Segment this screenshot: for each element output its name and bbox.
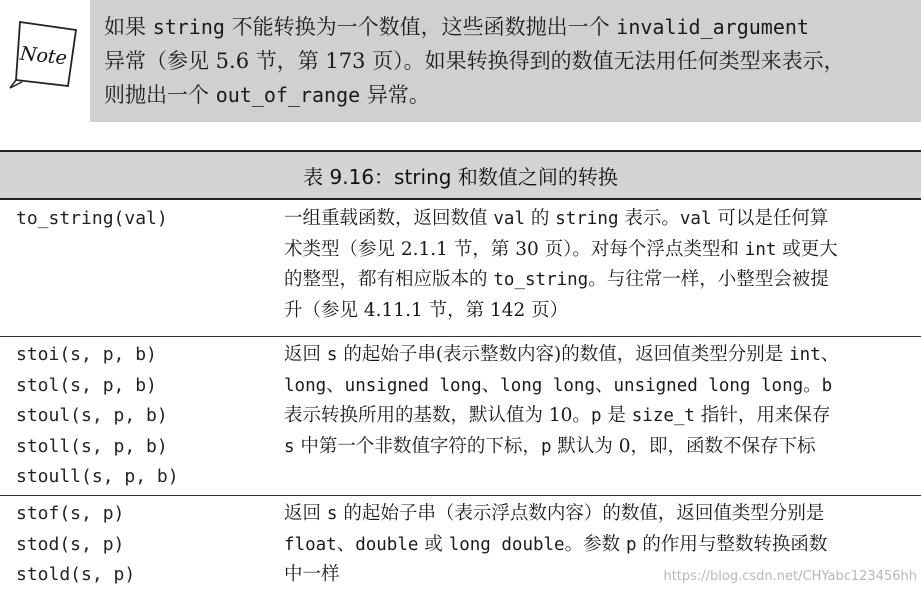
function-name: stod(s, p) xyxy=(16,533,125,555)
code-span: long double xyxy=(448,534,565,555)
text-span: 。参数 xyxy=(564,533,626,555)
code-span: s xyxy=(326,345,338,365)
description-line xyxy=(284,204,914,235)
description-line xyxy=(284,235,914,266)
description-line xyxy=(284,432,914,463)
text-span: 术类型（参见 2.1.1 节，第 30 页）。对每个浮点类型和 xyxy=(284,238,745,260)
code-span: float xyxy=(284,534,337,555)
text-span: 返回 xyxy=(284,503,327,524)
description-line xyxy=(284,340,914,371)
function-name: stold(s, p) xyxy=(16,564,136,585)
code-span: long xyxy=(284,375,327,396)
description-line xyxy=(284,401,914,432)
text-span: 、 xyxy=(326,374,345,396)
function-list xyxy=(16,499,135,591)
code-span: int xyxy=(789,345,821,365)
function-list xyxy=(16,340,179,493)
code-span: b xyxy=(821,375,833,396)
text-span: 的起始子串(表示整数内容)的数值，返回值类型分别是 xyxy=(337,344,790,365)
text-span: 中第一个非数值字符的下标， xyxy=(294,435,541,457)
text-span: 或更大 xyxy=(776,238,838,260)
table-row xyxy=(0,337,921,496)
text-span: 或 xyxy=(418,533,449,555)
description-line xyxy=(284,371,914,402)
text-span: 可以是任何算 xyxy=(711,208,829,229)
function-name: stol(s, p, b) xyxy=(16,374,157,396)
text-span: 的整型，都有相应版本的 xyxy=(284,269,494,290)
note-text xyxy=(104,10,914,112)
function-name: stoi(s, p, b) xyxy=(16,344,157,365)
row-description xyxy=(284,200,914,326)
table-title: 表 9.16：string 和数值之间的转换 xyxy=(0,150,921,200)
text-span: 的 xyxy=(525,208,556,229)
text-span: 默认为 0，即，函数不保存下标 xyxy=(551,435,816,457)
code-span: val xyxy=(679,209,712,229)
note-icon xyxy=(6,16,82,96)
function-name: to_string(val) xyxy=(16,208,168,229)
code-span: size_t xyxy=(631,406,695,426)
text-span: 如果 xyxy=(104,15,153,39)
table-row xyxy=(0,200,921,337)
text-span: 。与往常一样，小整型会被提 xyxy=(588,269,829,290)
text-span: 、 xyxy=(820,344,840,365)
code-span: double xyxy=(355,534,419,555)
conversion-table xyxy=(0,150,921,596)
code-span: to_string xyxy=(493,270,589,290)
note-icon-label: Note xyxy=(18,42,68,70)
code-span: out_of_range xyxy=(215,83,361,107)
code-span: long long xyxy=(500,375,595,396)
function-name: stoul(s, p, b) xyxy=(16,405,168,426)
function-list xyxy=(16,204,168,235)
code-span: p xyxy=(590,406,602,426)
description-line xyxy=(284,265,914,296)
code-span: p xyxy=(540,436,552,457)
code-span: unsigned long long xyxy=(613,375,804,396)
code-span: string xyxy=(152,15,225,39)
code-span: int xyxy=(744,239,777,260)
text-span: 、 xyxy=(336,533,356,555)
row-description xyxy=(284,337,914,462)
code-span: string xyxy=(555,209,619,229)
text-span: 返回 xyxy=(284,344,327,365)
code-span: p xyxy=(625,534,637,555)
text-span: 、 xyxy=(481,374,501,396)
note-line xyxy=(104,44,914,78)
code-span: invalid_argument xyxy=(616,15,809,39)
text-span: 升（参见 4.11.1 节，第 142 页） xyxy=(284,299,569,321)
text-span: 不能转换为一个数值，这些函数抛出一个 xyxy=(224,15,617,39)
code-span: unsigned long xyxy=(344,375,482,396)
text-span: 中一样 xyxy=(284,564,340,585)
text-span: 的起始子串（表示浮点数内容）的数值，返回值类型分别是 xyxy=(337,503,825,524)
text-span: 、 xyxy=(594,374,614,396)
text-span: 一组重载函数，返回数值 xyxy=(284,208,494,229)
text-span: 指针，用来保存 xyxy=(694,405,831,426)
description-line xyxy=(284,296,914,327)
code-span: s xyxy=(326,504,338,524)
text-span: 表示。 xyxy=(618,208,680,229)
function-name: stoll(s, p, b) xyxy=(16,435,168,457)
code-span: s xyxy=(284,436,295,457)
text-span: 异常。 xyxy=(360,83,430,107)
description-line xyxy=(284,530,914,561)
note-line xyxy=(104,10,914,44)
text-span: 异常（参见 5.6 节，第 173 页）。如果转换得到的数值无法用任何类型来表示， xyxy=(104,49,845,73)
function-name: stof(s, p) xyxy=(16,503,125,524)
text-span: 。 xyxy=(803,374,822,396)
text-span: 是 xyxy=(601,405,632,426)
description-line xyxy=(284,499,914,530)
text-span: 则抛出一个 xyxy=(104,83,216,107)
text-span: 的作用与整数转换函数 xyxy=(636,533,828,555)
code-span: val xyxy=(493,209,525,229)
note-line xyxy=(104,78,914,112)
text-span: 表示转换所用的基数，默认值为 10。 xyxy=(284,405,591,426)
function-name: stoull(s, p, b) xyxy=(16,466,179,487)
watermark: https://blog.csdn.net/CHYabc123456hh xyxy=(663,569,917,584)
